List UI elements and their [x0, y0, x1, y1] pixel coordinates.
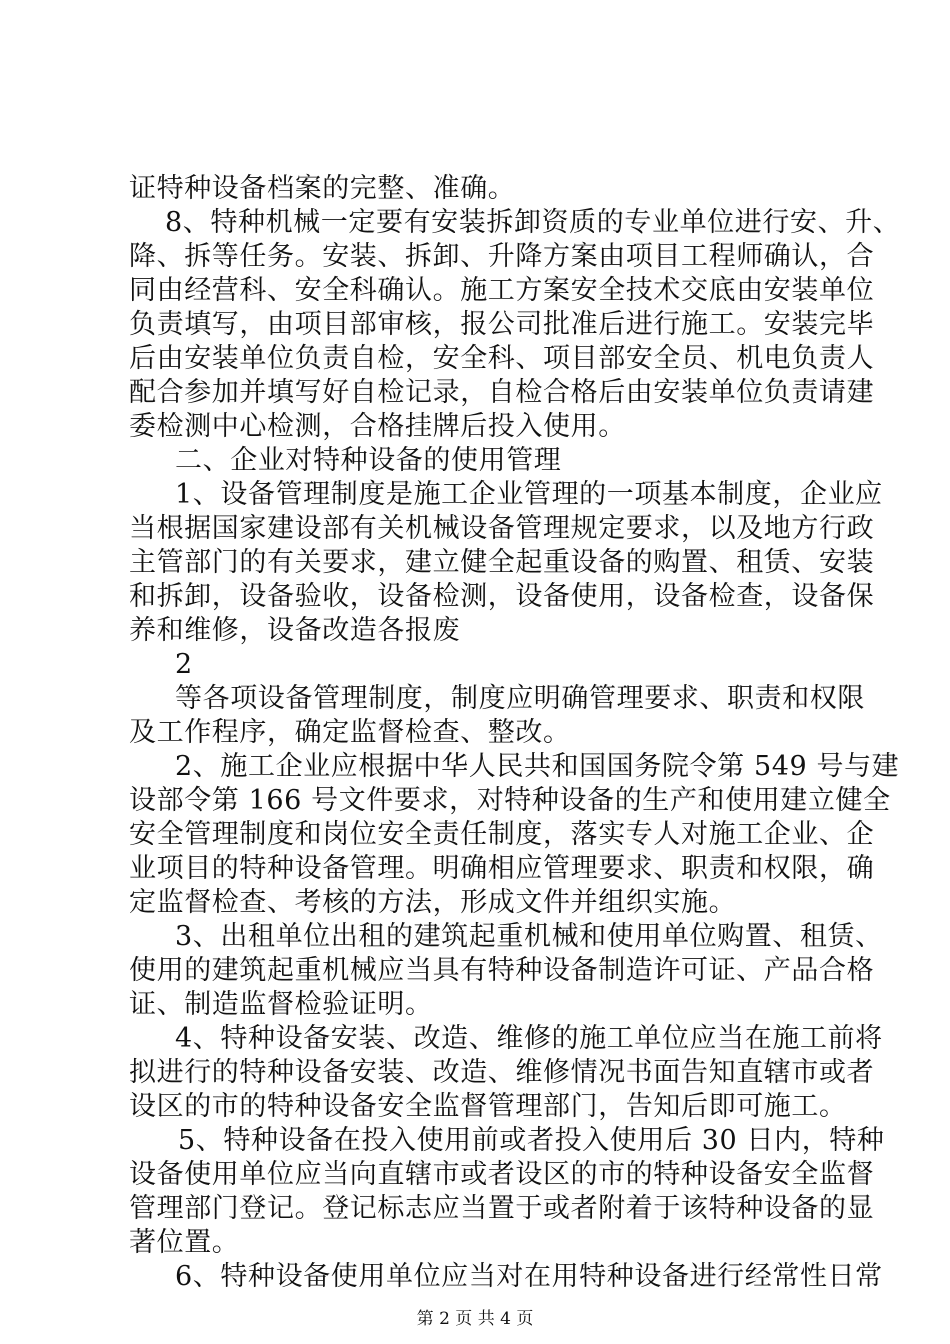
text-line: 负责填写，由项目部审核，报公司批准后进行施工。安装完毕 [129, 309, 875, 340]
text-line: 3、出租单位出租的建筑起重机械和使用单位购置、租赁、 [175, 921, 883, 952]
section-heading: 二、企业对特种设备的使用管理 [175, 445, 562, 476]
text-line: 主管部门的有关要求，建立健全起重设备的购置、租赁、安装 [129, 547, 875, 578]
text-line: 养和维修，设备改造各报废 [129, 615, 461, 646]
text-line: 拟进行的特种设备安装、改造、维修情况书面告知直辖市或者 [129, 1057, 875, 1088]
text-line: 2、施工企业应根据中华人民共和国国务院令第 549 号与建 [175, 751, 900, 782]
text-line: 降、拆等任务。安装、拆卸、升降方案由项目工程师确认，合 [129, 241, 875, 272]
page-number-inline: 2 [175, 649, 193, 680]
text-line: 定监督检查、考核的方法，形成文件并组织实施。 [129, 887, 737, 918]
text-line: 设备使用单位应当向直辖市或者设区的市的特种设备安全监督 [129, 1159, 875, 1190]
text-line: 管理部门登记。登记标志应当置于或者附着于该特种设备的显 [129, 1193, 875, 1224]
text-line: 证特种设备档案的完整、准确。 [129, 173, 516, 204]
text-line: 安全管理制度和岗位安全责任制度，落实专人对施工企业、企 [129, 819, 875, 850]
text-line: 等各项设备管理制度，制度应明确管理要求、职责和权限 [175, 683, 865, 714]
text-line: 同由经营科、安全科确认。施工方案安全技术交底由安装单位 [129, 275, 875, 306]
text-line: 著位置。 [129, 1227, 240, 1258]
text-line: 8、特种机械一定要有安装拆卸资质的专业单位进行安、升、 [165, 207, 901, 238]
text-line: 使用的建筑起重机械应当具有特种设备制造许可证、产品合格 [129, 955, 875, 986]
text-line: 配合参加并填写好自检记录，自检合格后由安装单位负责请建 [129, 377, 875, 408]
text-line: 和拆卸，设备验收，设备检测，设备使用，设备检查，设备保 [129, 581, 875, 612]
text-line: 4、特种设备安装、改造、维修的施工单位应当在施工前将 [175, 1023, 883, 1054]
text-line: 6、特种设备使用单位应当对在用特种设备进行经常性日常 [175, 1261, 883, 1292]
text-line: 当根据国家建设部有关机械设备管理规定要求，以及地方行政 [129, 513, 875, 544]
page-footer: 第 2 页 共 4 页 [416, 1309, 534, 1329]
text-line: 设部令第 166 号文件要求，对特种设备的生产和使用建立健全 [129, 785, 891, 816]
text-line: 证、制造监督检验证明。 [129, 989, 433, 1020]
text-line: 委检测中心检测，合格挂牌后投入使用。 [129, 411, 626, 442]
text-line: 1、设备管理制度是施工企业管理的一项基本制度，企业应 [175, 479, 883, 510]
text-line: 5、特种设备在投入使用前或者投入使用后 30 日内，特种 [178, 1125, 885, 1156]
text-line: 后由安装单位负责自检，安全科、项目部安全员、机电负责人 [129, 343, 875, 374]
text-line: 业项目的特种设备管理。明确相应管理要求、职责和权限，确 [129, 853, 875, 884]
text-line: 设区的市的特种设备安全监督管理部门，告知后即可施工。 [129, 1091, 847, 1122]
text-line: 及工作程序，确定监督检查、整改。 [129, 717, 571, 748]
